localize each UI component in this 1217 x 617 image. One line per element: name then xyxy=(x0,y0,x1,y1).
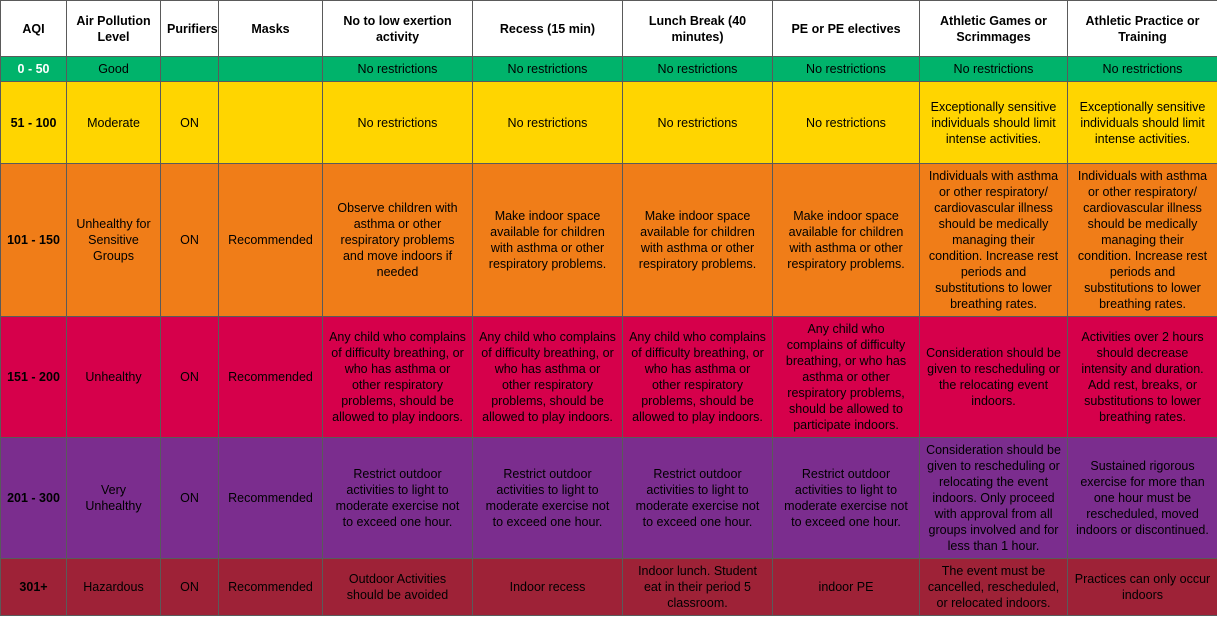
column-header-purifiers: Purifiers xyxy=(161,1,219,57)
cell-pollution-level: Very Unhealthy xyxy=(67,438,161,559)
cell-athletic-practice: Sustained rigorous exercise for more than one hour must be rescheduled, moved indoors or discontinued. xyxy=(1068,438,1217,559)
cell-athletic-games: Exceptionally sensitive individuals should limit intense activities. xyxy=(920,82,1068,164)
cell-pollution-level: Good xyxy=(67,57,161,82)
cell-purifiers: ON xyxy=(161,559,219,616)
cell-recess: Indoor recess xyxy=(473,559,623,616)
column-header-air-pollution-level: Air Pollution Level xyxy=(67,1,161,57)
cell-aqi-range: 51 - 100 xyxy=(1,82,67,164)
column-header-athletic-games: Athletic Games or Scrimmages xyxy=(920,1,1068,57)
cell-masks: Recommended xyxy=(219,164,323,317)
cell-recess: Restrict outdoor activities to light to moderate exercise not to exceed one hour. xyxy=(473,438,623,559)
cell-no-to-low-exertion: Outdoor Activities should be avoided xyxy=(323,559,473,616)
table-row xyxy=(1,317,1217,438)
column-header-pe-electives: PE or PE electives xyxy=(773,1,920,57)
cell-recess: No restrictions xyxy=(473,57,623,82)
cell-aqi-range: 101 - 150 xyxy=(1,164,67,317)
cell-purifiers: ON xyxy=(161,438,219,559)
cell-lunch: Any child who complains of difficulty breathing, or who has asthma or other respiratory problems, should be allowed to play indoors. xyxy=(623,317,773,438)
table-row xyxy=(1,82,1217,164)
cell-pollution-level: Hazardous xyxy=(67,559,161,616)
cell-aqi-range: 301+ xyxy=(1,559,67,616)
cell-masks xyxy=(219,82,323,164)
cell-pollution-level: Unhealthy for Sensitive Groups xyxy=(67,164,161,317)
cell-athletic-games: The event must be cancelled, rescheduled, or relocated indoors. xyxy=(920,559,1068,616)
column-header-athletic-practice: Athletic Practice or Training xyxy=(1068,1,1217,57)
cell-no-to-low-exertion: Any child who complains of difficulty breathing, or who has asthma or other respiratory problems, should be allowed to play indoors. xyxy=(323,317,473,438)
cell-aqi-range: 201 - 300 xyxy=(1,438,67,559)
cell-masks: Recommended xyxy=(219,438,323,559)
cell-pe: No restrictions xyxy=(773,82,920,164)
column-header-lunch-break: Lunch Break (40 minutes) xyxy=(623,1,773,57)
cell-lunch: Restrict outdoor activities to light to moderate exercise not to exceed one hour. xyxy=(623,438,773,559)
cell-pe: Make indoor space available for children with asthma or other respiratory problems. xyxy=(773,164,920,317)
cell-lunch: No restrictions xyxy=(623,57,773,82)
cell-purifiers: ON xyxy=(161,82,219,164)
cell-lunch: Indoor lunch. Student eat in their period 5 classroom. xyxy=(623,559,773,616)
cell-athletic-games: Individuals with asthma or other respiratory/ cardiovascular illness should be medically managing their condition. Increase rest periods and substitutions to lower breathing rates. xyxy=(920,164,1068,317)
cell-masks: Recommended xyxy=(219,559,323,616)
cell-pe: No restrictions xyxy=(773,57,920,82)
cell-pollution-level: Unhealthy xyxy=(67,317,161,438)
column-header-no-to-low-exertion: No to low exertion activity xyxy=(323,1,473,57)
cell-purifiers: ON xyxy=(161,164,219,317)
cell-pollution-level: Moderate xyxy=(67,82,161,164)
cell-lunch: Make indoor space available for children with asthma or other respiratory problems. xyxy=(623,164,773,317)
cell-masks: Recommended xyxy=(219,317,323,438)
cell-no-to-low-exertion: Restrict outdoor activities to light to moderate exercise not to exceed one hour. xyxy=(323,438,473,559)
cell-no-to-low-exertion: No restrictions xyxy=(323,57,473,82)
table-row xyxy=(1,559,1217,616)
cell-aqi-range: 0 - 50 xyxy=(1,57,67,82)
table-row xyxy=(1,164,1217,317)
table-header-row xyxy=(1,1,1217,57)
cell-athletic-practice: Activities over 2 hours should decrease intensity and duration. Add rest, breaks, or substitutions to lower breathing rates. xyxy=(1068,317,1217,438)
cell-no-to-low-exertion: Observe children with asthma or other respiratory problems and move indoors if needed xyxy=(323,164,473,317)
cell-lunch: No restrictions xyxy=(623,82,773,164)
column-header-recess: Recess (15 min) xyxy=(473,1,623,57)
cell-athletic-practice: Practices can only occur indoors xyxy=(1068,559,1217,616)
cell-purifiers xyxy=(161,57,219,82)
column-header-aqi: AQI xyxy=(1,1,67,57)
cell-athletic-games: Consideration should be given to rescheduling or the relocating event indoors. xyxy=(920,317,1068,438)
cell-pe: Restrict outdoor activities to light to moderate exercise not to exceed one hour. xyxy=(773,438,920,559)
cell-athletic-practice: No restrictions xyxy=(1068,57,1217,82)
table-row xyxy=(1,438,1217,559)
cell-pe: indoor PE xyxy=(773,559,920,616)
cell-aqi-range: 151 - 200 xyxy=(1,317,67,438)
table-row xyxy=(1,57,1217,82)
column-header-masks: Masks xyxy=(219,1,323,57)
cell-masks xyxy=(219,57,323,82)
cell-athletic-games: No restrictions xyxy=(920,57,1068,82)
cell-recess: No restrictions xyxy=(473,82,623,164)
cell-athletic-practice: Exceptionally sensitive individuals should limit intense activities. xyxy=(1068,82,1217,164)
cell-athletic-games: Consideration should be given to rescheduling or relocating the event indoors. Only proceed with approval from all groups involved and for less than 1 hour. xyxy=(920,438,1068,559)
cell-pe: Any child who complains of difficulty breathing, or who has asthma or other respiratory problems, should be allowed to participate indoors. xyxy=(773,317,920,438)
cell-no-to-low-exertion: No restrictions xyxy=(323,82,473,164)
cell-recess: Make indoor space available for children with asthma or other respiratory problems. xyxy=(473,164,623,317)
cell-purifiers: ON xyxy=(161,317,219,438)
cell-recess: Any child who complains of difficulty breathing, or who has asthma or other respiratory problems, should be allowed to play indoors. xyxy=(473,317,623,438)
cell-athletic-practice: Individuals with asthma or other respiratory/ cardiovascular illness should be medically managing their condition. Increase rest periods and substitutions to lower breathing rates. xyxy=(1068,164,1217,317)
